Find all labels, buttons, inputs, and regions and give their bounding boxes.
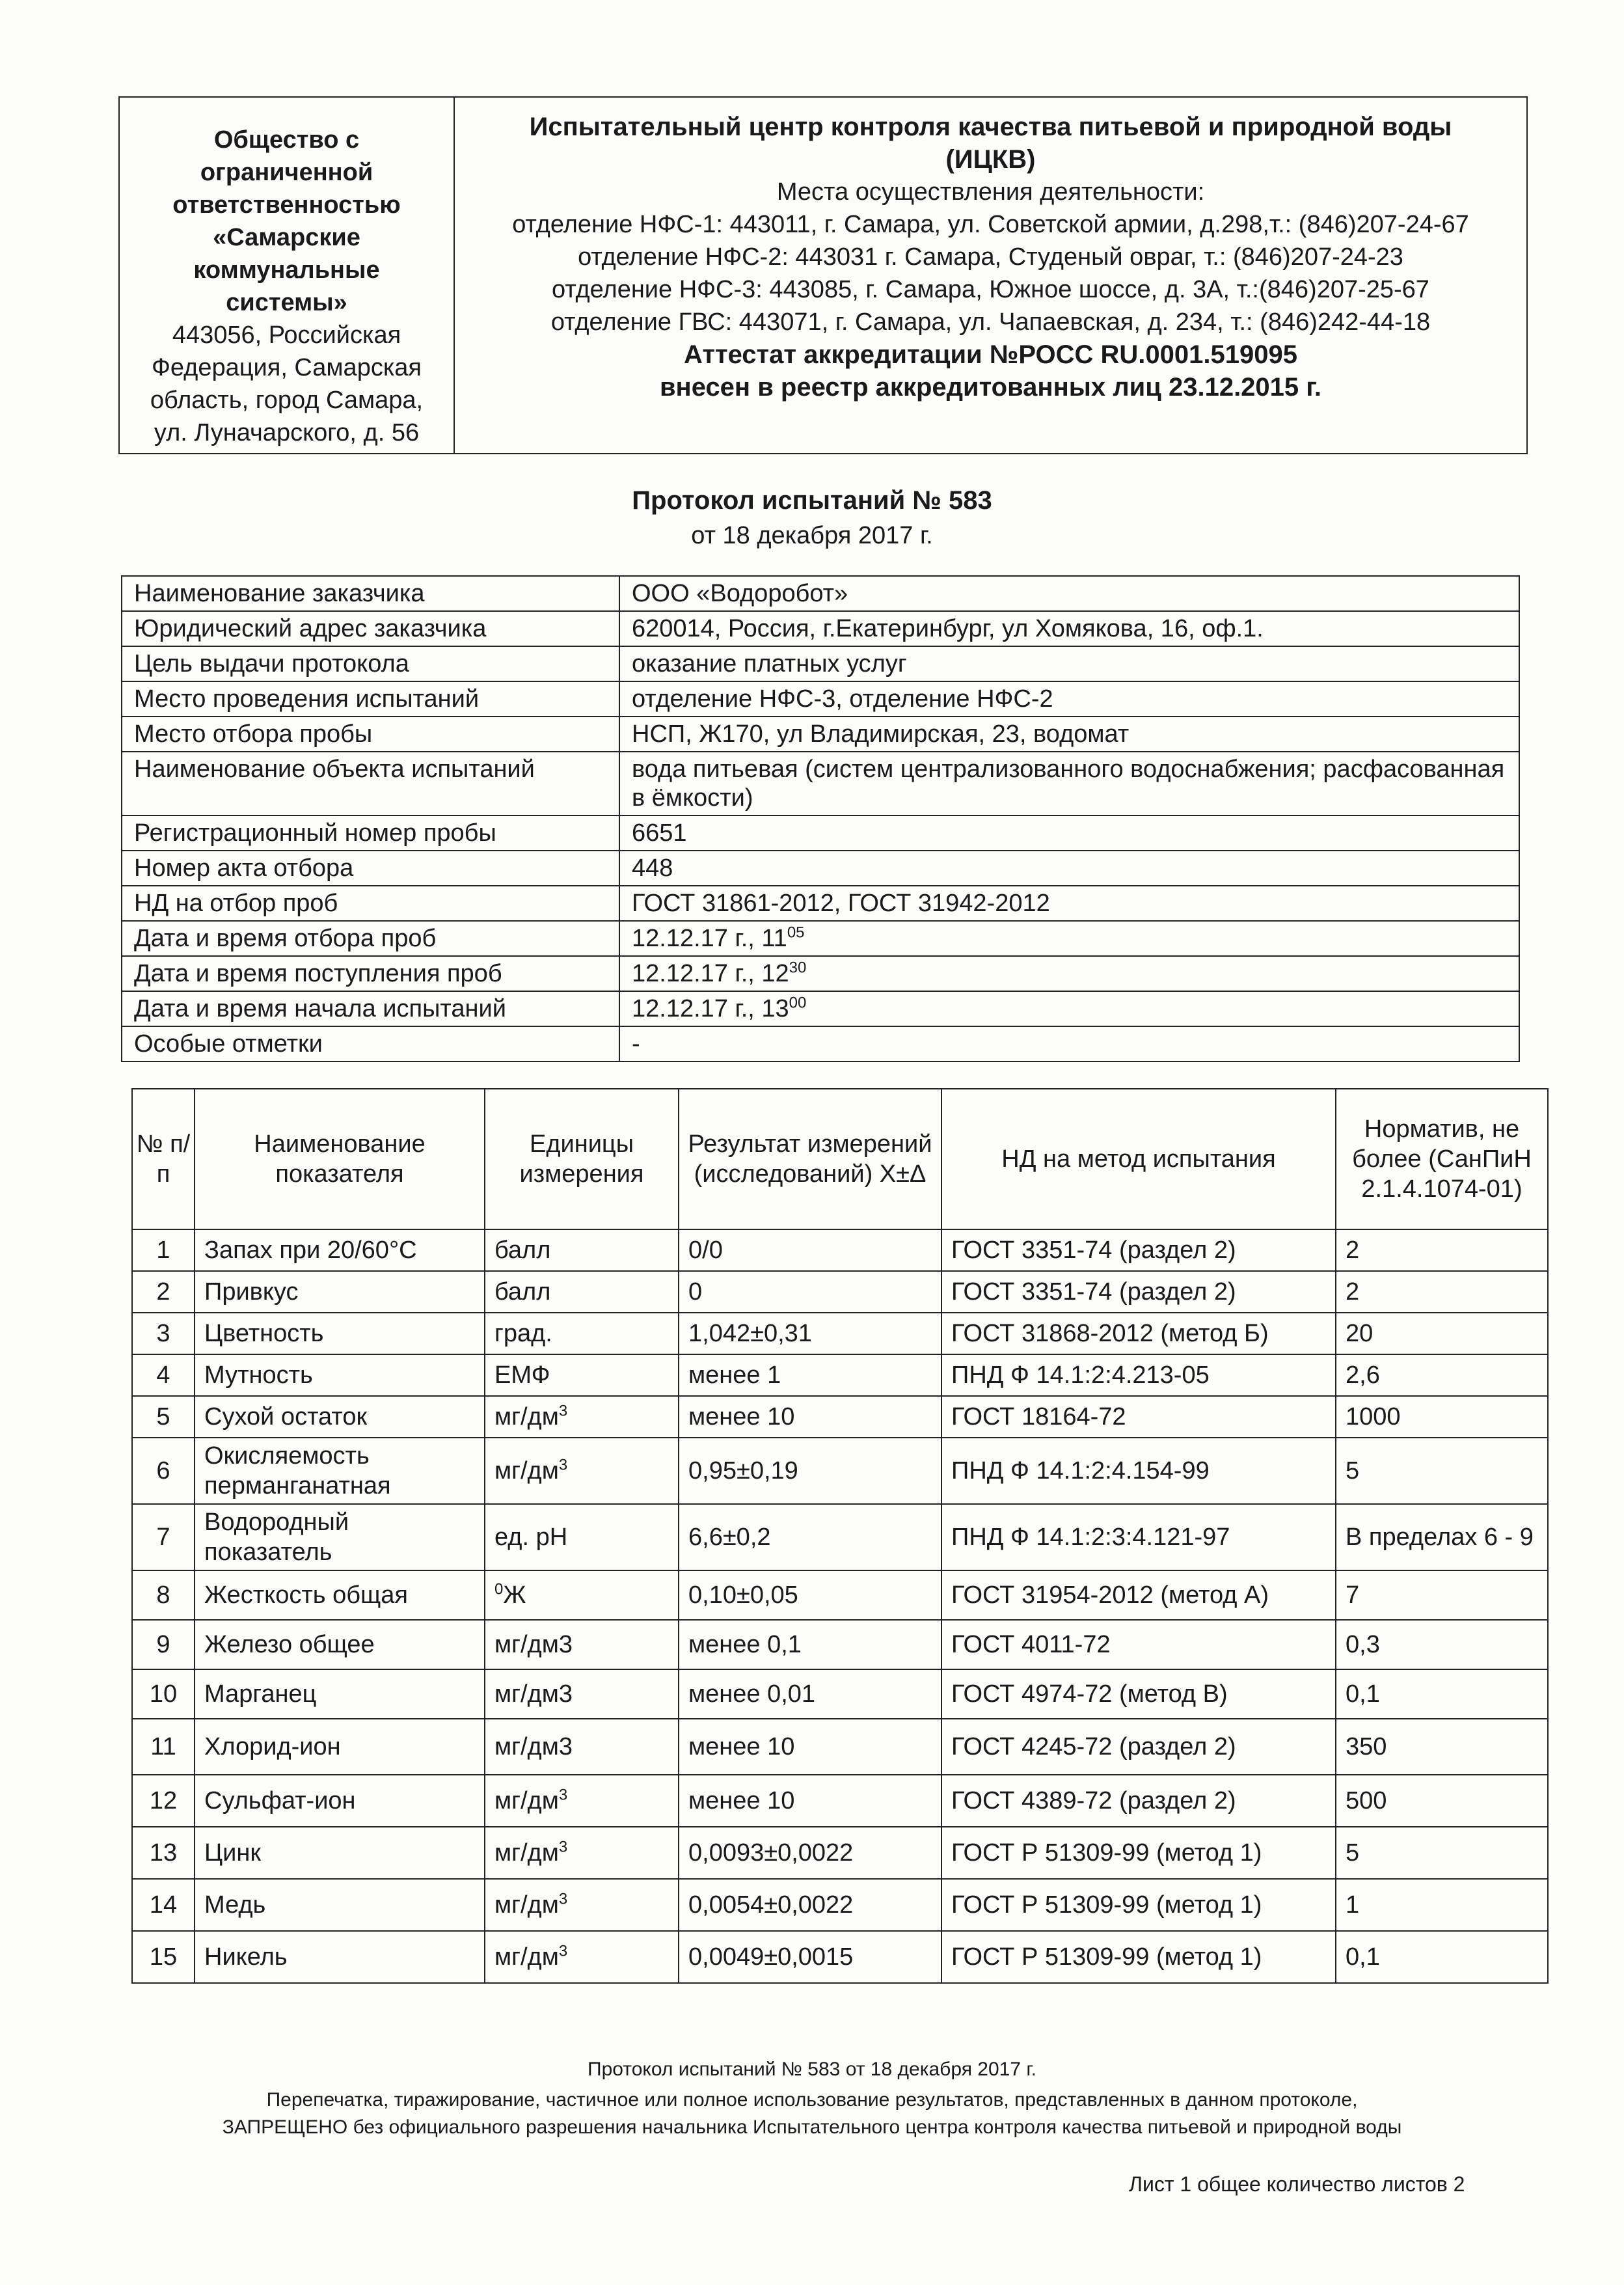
- result-number: 5: [132, 1396, 195, 1438]
- info-label: Дата и время поступления проб: [122, 956, 619, 991]
- test-method: ГОСТ Р 51309-99 (метод 1): [941, 1827, 1336, 1879]
- unit-text: балл: [494, 1278, 551, 1306]
- result-row: [132, 1669, 1548, 1719]
- norm-limit: 0,1: [1336, 1931, 1548, 1983]
- measured-result: 0,0049±0,0015: [679, 1931, 941, 1983]
- header-result: Результат измерений (исследований) X±Δ: [679, 1089, 941, 1229]
- unit-text: ЕМФ: [494, 1361, 550, 1389]
- result-number: 13: [132, 1827, 195, 1879]
- testing-center-info: [455, 98, 1526, 453]
- info-row: [122, 717, 1519, 752]
- info-label: НД на отбор проб: [122, 886, 619, 921]
- measured-result: менее 10: [679, 1396, 941, 1438]
- result-row: [132, 1438, 1548, 1504]
- measured-result: менее 0,01: [679, 1669, 941, 1719]
- info-value: [619, 815, 1519, 851]
- unit-text: мг/дм3: [494, 1733, 573, 1760]
- location-line: отделение НФС-3: 443085, г. Самара, Южное шоссе, д. 3А, т.:(846)207-25-67: [552, 276, 1429, 303]
- result-row: [132, 1354, 1548, 1396]
- test-method: ГОСТ 3351-74 (раздел 2): [941, 1229, 1336, 1271]
- unit: [485, 1775, 679, 1827]
- measured-result: 0,10±0,05: [679, 1570, 941, 1620]
- indicator-name: Цветность: [195, 1313, 485, 1354]
- sheet-counter: Лист 1 общее количество листов 2: [1129, 2172, 1465, 2196]
- unit-text: мг/дм: [494, 1943, 559, 1971]
- info-value: [619, 752, 1519, 815]
- info-label: Регистрационный номер пробы: [122, 815, 619, 851]
- test-method: ГОСТ Р 51309-99 (метод 1): [941, 1879, 1336, 1931]
- unit: [485, 1931, 679, 1983]
- org-name-line: Общество с: [213, 126, 360, 154]
- org-name-line: ограниченной: [200, 159, 373, 186]
- info-value-text: 448: [632, 855, 673, 882]
- norm-limit: 500: [1336, 1775, 1548, 1827]
- info-label: Цель выдачи протокола: [122, 646, 619, 681]
- info-value-text: 12.12.17 г., 12: [632, 960, 789, 987]
- unit-text: мг/дм: [494, 1891, 559, 1919]
- info-label: Место отбора пробы: [122, 717, 619, 752]
- result-number: 8: [132, 1570, 195, 1620]
- result-row: [132, 1827, 1548, 1879]
- test-method: ПНД Ф 14.1:2:3:4.121-97: [941, 1504, 1336, 1570]
- unit-text: Ж: [503, 1581, 526, 1609]
- unit: [485, 1879, 679, 1931]
- result-row: [132, 1313, 1548, 1354]
- unit: [485, 1313, 679, 1354]
- org-address-line: область, город Самара,: [150, 387, 424, 414]
- indicator-name: Марганец: [195, 1669, 485, 1719]
- info-value: [619, 1026, 1519, 1061]
- info-row: [122, 681, 1519, 717]
- norm-limit: 5: [1336, 1438, 1548, 1504]
- result-row: [132, 1775, 1548, 1827]
- info-value-text: оказание платных услуг: [632, 650, 907, 677]
- norm-limit: 1000: [1336, 1396, 1548, 1438]
- measured-result: менее 10: [679, 1775, 941, 1827]
- norm-limit: 7: [1336, 1570, 1548, 1620]
- unit-exponent: 3: [558, 1786, 568, 1804]
- unit: [485, 1354, 679, 1396]
- protocol-title: Протокол испытаний № 583: [632, 486, 992, 515]
- result-number: 1: [132, 1229, 195, 1271]
- unit-exponent: 3: [558, 1402, 568, 1420]
- result-number: 14: [132, 1879, 195, 1931]
- protocol-date: от 18 декабря 2017 г.: [691, 522, 933, 549]
- info-row: [122, 576, 1519, 611]
- result-row: [132, 1620, 1548, 1669]
- result-number: 2: [132, 1271, 195, 1313]
- info-row: [122, 956, 1519, 991]
- test-method: ГОСТ 4245-72 (раздел 2): [941, 1719, 1336, 1775]
- unit-degree-superscript: 0: [494, 1580, 504, 1598]
- test-method: ГОСТ 18164-72: [941, 1396, 1336, 1438]
- norm-limit: 350: [1336, 1719, 1548, 1775]
- unit-text: мг/дм: [494, 1839, 559, 1867]
- info-row: [122, 886, 1519, 921]
- result-row: [132, 1879, 1548, 1931]
- indicator-name: Запах при 20/60°С: [195, 1229, 485, 1271]
- info-row: [122, 752, 1519, 815]
- unit: [485, 1719, 679, 1775]
- info-value: [619, 646, 1519, 681]
- indicator-name: Водородный показатель: [195, 1504, 485, 1570]
- norm-limit: 20: [1336, 1313, 1548, 1354]
- locations-heading: Места осуществления деятельности:: [776, 178, 1205, 206]
- unit-text: мг/дм: [494, 1403, 559, 1430]
- info-value: [619, 991, 1519, 1026]
- info-value-text: ООО «Водоробот»: [632, 580, 848, 607]
- info-label: Место проведения испытаний: [122, 681, 619, 717]
- indicator-name: Хлорид-ион: [195, 1719, 485, 1775]
- info-value-text: ГОСТ 31861-2012, ГОСТ 31942-2012: [632, 890, 1050, 917]
- unit: [485, 1438, 679, 1504]
- info-value: [619, 851, 1519, 886]
- result-number: 9: [132, 1620, 195, 1669]
- measured-result: 0,95±0,19: [679, 1438, 941, 1504]
- info-row: [122, 991, 1519, 1026]
- unit: [485, 1229, 679, 1271]
- unit: [485, 1827, 679, 1879]
- unit: [485, 1271, 679, 1313]
- org-name-line: системы»: [226, 289, 347, 316]
- org-address-line: 443056, Российская: [172, 322, 401, 349]
- norm-limit: 2: [1336, 1271, 1548, 1313]
- info-value-text: 620014, Россия, г.Екатеринбург, ул Хомякова, 16, оф.1.: [632, 615, 1264, 642]
- unit-text: мг/дм3: [494, 1631, 573, 1658]
- result-row: [132, 1504, 1548, 1570]
- info-row: [122, 1026, 1519, 1061]
- info-value: [619, 921, 1519, 956]
- accreditation-certificate: Аттестат аккредитации №РОСС RU.0001.519095: [684, 340, 1297, 369]
- norm-limit: В пределах 6 - 9: [1336, 1504, 1548, 1570]
- unit: [485, 1620, 679, 1669]
- norm-limit: 0,3: [1336, 1620, 1548, 1669]
- unit: [485, 1396, 679, 1438]
- test-method: ПНД Ф 14.1:2:4.154-99: [941, 1438, 1336, 1504]
- measured-result: 1,042±0,31: [679, 1313, 941, 1354]
- org-address-line: Федерация, Самарская: [151, 354, 422, 381]
- info-label: Особые отметки: [122, 1026, 619, 1061]
- org-name-line: «Самарские: [213, 224, 360, 251]
- unit-text: мг/дм3: [494, 1680, 573, 1708]
- center-abbreviation: (ИЦКВ): [945, 145, 1036, 174]
- test-method: ГОСТ 4011-72: [941, 1620, 1336, 1669]
- indicator-name: Цинк: [195, 1827, 485, 1879]
- result-number: 10: [132, 1669, 195, 1719]
- result-row: [132, 1570, 1548, 1620]
- test-method: ГОСТ 31868-2012 (метод Б): [941, 1313, 1336, 1354]
- measured-result: менее 0,1: [679, 1620, 941, 1669]
- info-row: [122, 851, 1519, 886]
- unit-exponent: 3: [558, 1942, 568, 1960]
- info-value: [619, 886, 1519, 921]
- info-row: [122, 921, 1519, 956]
- info-label: Наименование объекта испытаний: [122, 752, 619, 815]
- indicator-name: Мутность: [195, 1354, 485, 1396]
- info-row: [122, 611, 1519, 646]
- result-number: 4: [132, 1354, 195, 1396]
- result-row: [132, 1396, 1548, 1438]
- results-header-row: [132, 1089, 1548, 1229]
- measured-result: 0,0054±0,0022: [679, 1879, 941, 1931]
- footer-copyright-notice: Перепечатка, тиражирование, частичное или полное использование результатов, представленных в данном протоколе,: [266, 2089, 1358, 2111]
- result-row: [132, 1719, 1548, 1775]
- header-method: НД на метод испытания: [941, 1089, 1336, 1229]
- org-name-line: коммунальные: [193, 256, 380, 284]
- sample-info-body: [122, 576, 1519, 1061]
- center-title: Испытательный центр контроля качества питьевой и природной воды: [529, 113, 1452, 141]
- norm-limit: 1: [1336, 1879, 1548, 1931]
- indicator-name: Никель: [195, 1931, 485, 1983]
- test-method: ГОСТ 3351-74 (раздел 2): [941, 1271, 1336, 1313]
- info-label: Номер акта отбора: [122, 851, 619, 886]
- test-method: ГОСТ 31954-2012 (метод А): [941, 1570, 1336, 1620]
- indicator-name: Окисляемость перманганатная: [195, 1438, 485, 1504]
- organization-info: [120, 98, 455, 453]
- test-method: ПНД Ф 14.1:2:4.213-05: [941, 1354, 1336, 1396]
- result-row: [132, 1271, 1548, 1313]
- info-value-text: 12.12.17 г., 11: [632, 925, 787, 952]
- info-label: Дата и время начала испытаний: [122, 991, 619, 1026]
- info-row: [122, 646, 1519, 681]
- organization-header: [118, 96, 1528, 454]
- unit: [485, 1570, 679, 1620]
- unit-text: балл: [494, 1237, 551, 1264]
- header-units: Единицы измерения: [485, 1089, 679, 1229]
- results-body: [132, 1229, 1548, 1983]
- unit-text: ед. рН: [494, 1524, 568, 1551]
- indicator-name: Жесткость общая: [195, 1570, 485, 1620]
- indicator-name: Сухой остаток: [195, 1396, 485, 1438]
- result-number: 12: [132, 1775, 195, 1827]
- measured-result: 0: [679, 1271, 941, 1313]
- info-label: Юридический адрес заказчика: [122, 611, 619, 646]
- info-value-text: -: [632, 1030, 640, 1058]
- header-number: № п/п: [132, 1089, 195, 1229]
- unit-exponent: 3: [558, 1838, 568, 1856]
- info-row: [122, 815, 1519, 851]
- info-value-text: отделение НФС-3, отделение НФС-2: [632, 685, 1053, 713]
- header-norm: Норматив, не более (СанПиН 2.1.4.1074-01): [1336, 1089, 1548, 1229]
- org-name-line: ответственностью: [172, 191, 401, 219]
- info-value-text: НСП, Ж170, ул Владимирская, 23, водомат: [632, 720, 1130, 748]
- info-value: [619, 681, 1519, 717]
- indicator-name: Привкус: [195, 1271, 485, 1313]
- info-label: Дата и время отбора проб: [122, 921, 619, 956]
- info-value-text: 6651: [632, 819, 687, 847]
- result-number: 11: [132, 1719, 195, 1775]
- sample-info-table: [121, 575, 1520, 1062]
- unit: [485, 1669, 679, 1719]
- unit-text: мг/дм: [494, 1787, 559, 1814]
- test-method: ГОСТ Р 51309-99 (метод 1): [941, 1931, 1336, 1983]
- info-label: Наименование заказчика: [122, 576, 619, 611]
- unit-exponent: 3: [558, 1456, 568, 1474]
- test-results-table: [131, 1088, 1549, 1984]
- measured-result: 6,6±0,2: [679, 1504, 941, 1570]
- location-line: отделение НФС-1: 443011, г. Самара, ул. Советской армии, д.298,т.: (846)207-24-67: [512, 211, 1469, 238]
- info-value-text: 12.12.17 г., 13: [632, 995, 789, 1022]
- registry-entry: внесен в реестр аккредитованных лиц 23.12.2015 г.: [659, 373, 1322, 402]
- norm-limit: 0,1: [1336, 1669, 1548, 1719]
- result-number: 3: [132, 1313, 195, 1354]
- indicator-name: Сульфат-ион: [195, 1775, 485, 1827]
- norm-limit: 2,6: [1336, 1354, 1548, 1396]
- measured-result: 0/0: [679, 1229, 941, 1271]
- measured-result: менее 10: [679, 1719, 941, 1775]
- norm-limit: 5: [1336, 1827, 1548, 1879]
- unit: [485, 1504, 679, 1570]
- unit-text: мг/дм: [494, 1457, 559, 1485]
- unit-text: град.: [494, 1320, 552, 1347]
- footer-protocol-ref: Протокол испытаний № 583 от 18 декабря 2017 г.: [588, 2059, 1036, 2080]
- footer-prohibition-notice: ЗАПРЕЩЕНО без официального разрешения начальника Испытательного центра контроля качества питьевой и природной воды: [222, 2116, 1402, 2138]
- test-method: ГОСТ 4389-72 (раздел 2): [941, 1775, 1336, 1827]
- location-line: отделение ГВС: 443071, г. Самара, ул. Чапаевская, д. 234, т.: (846)242-44-18: [550, 308, 1431, 336]
- norm-limit: 2: [1336, 1229, 1548, 1271]
- info-value: [619, 611, 1519, 646]
- time-minutes-superscript: 30: [789, 959, 807, 977]
- result-row: [132, 1931, 1548, 1983]
- measured-result: 0,0093±0,0022: [679, 1827, 941, 1879]
- time-minutes-superscript: 05: [787, 924, 805, 942]
- indicator-name: Медь: [195, 1879, 485, 1931]
- info-value-text: вода питьевая (систем централизованного водоснабжения; расфасованная в ёмкости): [632, 756, 1505, 812]
- test-method: ГОСТ 4974-72 (метод В): [941, 1669, 1336, 1719]
- header-indicator-name: Наименование показателя: [195, 1089, 485, 1229]
- result-row: [132, 1229, 1548, 1271]
- info-value: [619, 576, 1519, 611]
- result-number: 6: [132, 1438, 195, 1504]
- unit-exponent: 3: [558, 1890, 568, 1908]
- result-number: 15: [132, 1931, 195, 1983]
- location-line: отделение НФС-2: 443031 г. Самара, Студеный овраг, т.: (846)207-24-23: [578, 243, 1403, 271]
- measured-result: менее 1: [679, 1354, 941, 1396]
- info-value: [619, 956, 1519, 991]
- time-minutes-superscript: 00: [789, 994, 807, 1012]
- info-value: [619, 717, 1519, 752]
- indicator-name: Железо общее: [195, 1620, 485, 1669]
- result-number: 7: [132, 1504, 195, 1570]
- org-address-line: ул. Луначарского, д. 56: [154, 419, 420, 446]
